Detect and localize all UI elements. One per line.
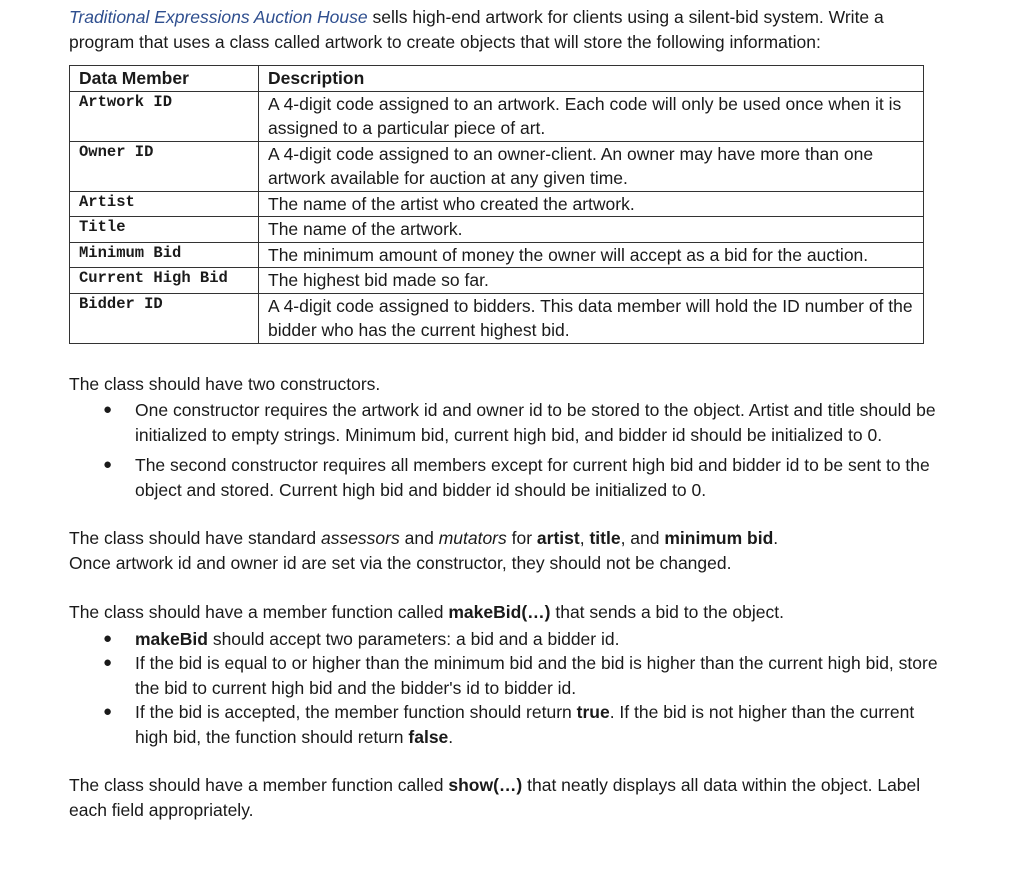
- table-row: [70, 293, 924, 343]
- header-description: Description: [259, 66, 924, 92]
- text-run: mutators: [438, 528, 507, 548]
- company-name: Traditional Expressions Auction House: [69, 7, 368, 27]
- member-description: A 4-digit code assigned to an owner-client. An owner may have more than one artwork available for auction at any given time.: [259, 141, 924, 191]
- bullet-icon: ●: [103, 703, 113, 720]
- text-run: assessors: [320, 528, 400, 548]
- list-item: [103, 453, 939, 502]
- member-description: The name of the artist who created the artwork.: [259, 191, 924, 217]
- text-run: false: [408, 726, 449, 747]
- bullet-icon: ●: [103, 629, 113, 647]
- text-run: .: [448, 726, 454, 747]
- text-run: The class should have standard: [69, 528, 321, 548]
- bullet-icon: ●: [103, 456, 113, 473]
- table-header-row: [70, 66, 924, 92]
- text-run: makeBid(…): [448, 602, 551, 622]
- member-name: Artist: [70, 191, 259, 217]
- table-row: [70, 141, 924, 191]
- bullet-icon: ●: [103, 654, 113, 671]
- text-run: .: [773, 528, 779, 548]
- text-run: . If the bid is not higher than the current high bid, the function should return: [135, 702, 915, 747]
- show-section: [69, 773, 939, 822]
- makebid-list: [69, 627, 939, 750]
- table-row: [70, 91, 924, 141]
- accessors-section: [69, 526, 939, 575]
- text-run: show(…): [448, 775, 523, 795]
- member-description: The name of the artwork.: [259, 217, 924, 243]
- makebid-section: [69, 600, 939, 749]
- text-run: for: [506, 528, 537, 548]
- list-item-text: The second constructor requires all members except for current high bid and bidder id to be sent to the object and stored. Current high bid and bidder id should be initialized to 0.: [135, 455, 930, 500]
- table-row: [70, 191, 924, 217]
- text-run: that neatly displays all data within the object. Label each field appropriately.: [69, 775, 921, 820]
- member-description: A 4-digit code assigned to bidders. This data member will hold the ID number of the bidder who has the current highest bid.: [259, 293, 924, 343]
- member-name: Artwork ID: [70, 91, 259, 141]
- show-paragraph: [69, 773, 939, 822]
- text-run: makeBid: [135, 628, 208, 649]
- list-item-text: If the bid is equal to or higher than the minimum bid and the bid is higher than the current high bid, store the bid to current high bid and the bidder's id to bidder id.: [135, 653, 938, 698]
- bullet-icon: ●: [103, 401, 113, 418]
- intro-text: sells high-end artwork for clients using a silent-bid system. Write a program that uses a class called artwork to create objects that will store the following information:: [69, 7, 884, 52]
- member-name: Minimum Bid: [70, 242, 259, 268]
- list-item: [103, 627, 939, 652]
- constructors-section: [69, 372, 939, 503]
- table-row: [70, 242, 924, 268]
- constructors-list: [69, 398, 939, 502]
- text-run: The class should have a member function called: [69, 602, 449, 622]
- intro-paragraph: [69, 5, 939, 54]
- text-run: true: [576, 702, 610, 722]
- makebid-lead: [69, 600, 939, 625]
- text-run: artist: [536, 528, 580, 548]
- member-name: Owner ID: [70, 141, 259, 191]
- list-item: [103, 651, 939, 700]
- document-body: [69, 5, 939, 822]
- member-name: Bidder ID: [70, 293, 259, 343]
- member-name: Title: [70, 217, 259, 243]
- header-data-member: Data Member: [70, 66, 259, 92]
- table-row: [70, 217, 924, 243]
- accessors-line: [69, 526, 939, 551]
- member-name: Current High Bid: [70, 268, 259, 294]
- data-member-table: [69, 65, 924, 344]
- text-run: minimum bid: [664, 528, 774, 548]
- text-run: ,: [579, 528, 590, 548]
- list-item-text: One constructor requires the artwork id and owner id to be stored to the object. Artist and title should be initialized to empty strings. Minimum bid, current high bid, and bidder id should be initialized to 0.: [135, 400, 936, 445]
- text-run: that sends a bid to the object.: [550, 602, 784, 622]
- list-item: [103, 398, 939, 447]
- text-run: If the bid is accepted, the member function should return: [135, 702, 577, 722]
- table-row: [70, 268, 924, 294]
- text-run: title: [589, 528, 621, 548]
- text-run: and: [399, 528, 439, 548]
- list-item: [103, 700, 939, 749]
- text-run: should accept two parameters: a bid and a bidder id.: [207, 628, 620, 649]
- member-description: The minimum amount of money the owner will accept as a bid for the auction.: [259, 242, 924, 268]
- accessors-line-2: Once artwork id and owner id are set via the constructor, they should not be changed.: [69, 552, 732, 573]
- member-description: A 4-digit code assigned to an artwork. Each code will only be used once when it is assigned to a particular piece of art.: [259, 91, 924, 141]
- member-description: The highest bid made so far.: [259, 268, 924, 294]
- text-run: The class should have a member function called: [69, 775, 449, 795]
- text-run: , and: [620, 528, 665, 548]
- constructors-lead: The class should have two constructors.: [69, 373, 381, 394]
